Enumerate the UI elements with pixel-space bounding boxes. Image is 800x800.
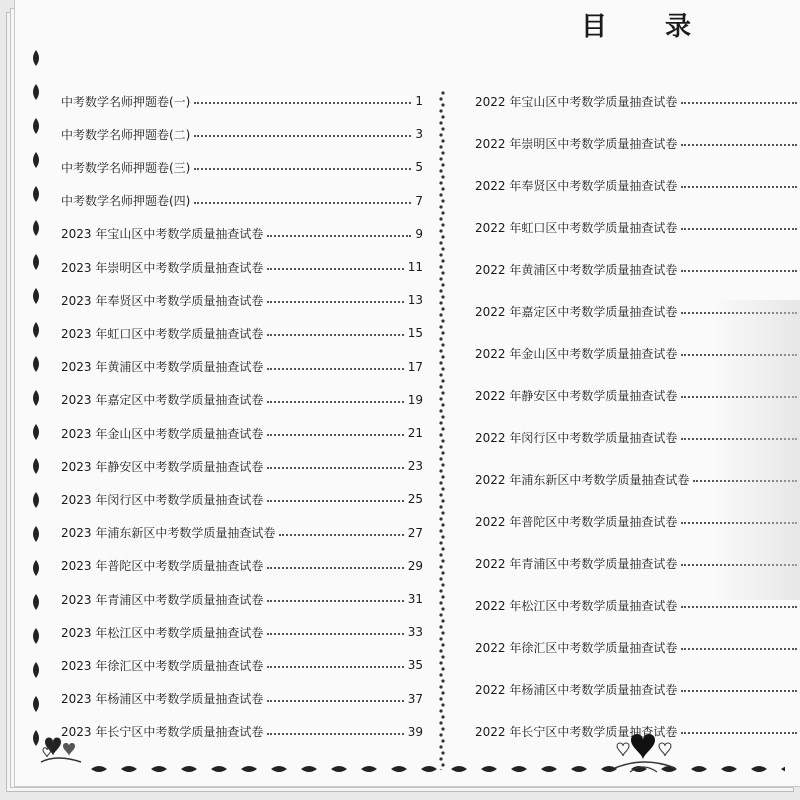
- vine-dot: [439, 181, 442, 184]
- toc-entry-title: 2023 年普陀区中考数学质量抽查试卷: [61, 559, 264, 574]
- vine-dot: [439, 649, 442, 652]
- toc-entry-page: 7: [415, 193, 423, 208]
- vine-dot: [439, 709, 442, 712]
- vine-dot: [441, 367, 444, 370]
- toc-entry-page: 25: [407, 492, 423, 507]
- toc-entry-page: 19: [407, 392, 423, 407]
- toc-entry[interactable]: [61, 691, 423, 707]
- vine-dot: [441, 271, 444, 274]
- leaf-icon: [751, 766, 767, 772]
- leader-dots: [267, 733, 403, 735]
- leaf-icon: [451, 766, 467, 772]
- leaf-icon: [33, 118, 39, 134]
- vine-dot: [439, 157, 442, 160]
- toc-entry[interactable]: [61, 292, 423, 308]
- leader-dots: [267, 467, 403, 469]
- toc-entry[interactable]: [61, 724, 423, 740]
- vine-dot: [439, 217, 442, 220]
- vine-dot: [441, 691, 444, 694]
- toc-entry[interactable]: [475, 219, 800, 235]
- toc-entry[interactable]: [61, 624, 423, 640]
- vine-dot: [441, 751, 444, 754]
- vine-dot: [439, 373, 442, 376]
- leaf-icon: [33, 152, 39, 168]
- vine-dot: [439, 109, 442, 112]
- leaf-border-icon: [29, 40, 43, 760]
- vine-dot: [441, 487, 444, 490]
- toc-entry[interactable]: [61, 458, 423, 474]
- toc-entry[interactable]: [61, 558, 423, 574]
- toc-entry-title: 2023 年长宁区中考数学质量抽查试卷: [61, 725, 264, 740]
- vine-dot: [439, 301, 442, 304]
- vine-dot: [439, 541, 442, 544]
- vine-dot: [439, 565, 442, 568]
- vine-divider-icon: [439, 90, 445, 770]
- vine-dot: [441, 655, 444, 658]
- leaf-icon: [33, 492, 39, 508]
- toc-entry-title: 2023 年奉贤区中考数学质量抽查试卷: [61, 293, 264, 308]
- toc-entry-title: 2022 年普陀区中考数学质量抽查试卷: [475, 514, 678, 529]
- vine-dot: [441, 103, 444, 106]
- toc-entry-page: 31: [407, 592, 423, 606]
- leaf-icon: [691, 766, 707, 772]
- toc-title-char-2: 录: [665, 12, 692, 42]
- leaf-icon: [33, 662, 39, 678]
- leader-dots: [681, 228, 797, 230]
- vine-dot: [441, 199, 444, 202]
- toc-entry[interactable]: [61, 259, 423, 275]
- toc-entry-page: 37: [407, 691, 423, 706]
- toc-entry-page: 27: [407, 525, 423, 540]
- vine-dot: [441, 523, 444, 526]
- vine-dot: [439, 445, 442, 448]
- vine-dot: [439, 469, 442, 472]
- leaf-icon: [33, 322, 39, 338]
- leaf-icon: [781, 766, 785, 772]
- toc-entry[interactable]: [475, 177, 800, 193]
- leader-dots: [267, 600, 403, 602]
- leaf-icon: [721, 766, 737, 772]
- leader-dots: [267, 235, 411, 237]
- vine-dot: [441, 211, 444, 214]
- toc-entry[interactable]: [61, 93, 423, 109]
- vine-dot: [439, 661, 442, 664]
- toc-entry-page: 3: [415, 127, 423, 142]
- vine-dot: [439, 493, 442, 496]
- vine-dot: [439, 289, 442, 292]
- vine-dot: [441, 163, 444, 166]
- vine-dot: [439, 265, 442, 268]
- vine-dot: [439, 637, 442, 640]
- vine-dot: [441, 595, 444, 598]
- vine-dot: [439, 229, 442, 232]
- leader-dots: [267, 666, 403, 668]
- vine-dot: [441, 631, 444, 634]
- toc-entry-page: 13: [407, 293, 423, 308]
- vine-dot: [439, 325, 442, 328]
- vine-dot: [441, 247, 444, 250]
- vine-dot: [441, 151, 444, 154]
- vine-dot: [439, 133, 442, 136]
- toc-entry[interactable]: [475, 93, 800, 109]
- toc-entry-title: 2023 年徐汇区中考数学质量抽查试卷: [61, 658, 264, 673]
- toc-entry-title: 2023 年杨浦区中考数学质量抽查试卷: [61, 692, 264, 707]
- vine-dot: [441, 499, 444, 502]
- toc-entry[interactable]: [61, 525, 423, 541]
- leaf-icon: [271, 766, 287, 772]
- vine-dot: [439, 241, 442, 244]
- toc-entry[interactable]: [475, 681, 800, 697]
- vine-dot: [439, 733, 442, 736]
- vine-dot: [441, 607, 444, 610]
- vine-dot: [439, 481, 442, 484]
- leaf-icon: [33, 390, 39, 406]
- leaf-icon: [33, 560, 39, 576]
- toc-entry-title: 2022 年崇明区中考数学质量抽查试卷: [475, 136, 678, 151]
- leader-dots: [194, 168, 411, 170]
- vine-dot: [439, 589, 442, 592]
- vine-dot: [439, 745, 442, 748]
- leaf-icon: [33, 458, 39, 474]
- leader-dots: [681, 270, 797, 272]
- vine-dot: [439, 277, 442, 280]
- toc-entry-title: 2022 年浦东新区中考数学质量抽查试卷: [475, 472, 690, 487]
- vine-dot: [441, 235, 444, 238]
- leaf-icon: [33, 186, 39, 202]
- toc-entry-title: 2023 年宝山区中考数学质量抽查试卷: [61, 227, 264, 242]
- leader-dots: [681, 144, 797, 146]
- toc-entry-page: 1: [415, 94, 423, 108]
- vine-dot: [441, 355, 444, 358]
- leaf-icon: [481, 766, 497, 772]
- vine-dot: [439, 169, 442, 172]
- toc-entry[interactable]: [61, 359, 423, 375]
- toc-entry-title: 2022 年长宁区中考数学质量抽查试卷: [475, 724, 678, 739]
- leaf-icon: [91, 766, 107, 772]
- leaf-icon: [33, 594, 39, 610]
- toc-entry-page: 39: [407, 724, 423, 739]
- vine-dot: [441, 187, 444, 190]
- leaf-icon: [33, 628, 39, 644]
- vine-dot: [441, 115, 444, 118]
- vine-dot: [439, 97, 442, 100]
- leaf-icon: [511, 766, 527, 772]
- vine-dot: [441, 175, 444, 178]
- leaf-icon: [541, 766, 557, 772]
- leader-dots: [267, 301, 403, 303]
- vine-dot: [441, 475, 444, 478]
- toc-entry-page: 35: [407, 658, 423, 673]
- vine-dot: [439, 505, 442, 508]
- vine-dot: [439, 421, 442, 424]
- vine-dot: [439, 721, 442, 724]
- leaf-icon: [33, 254, 39, 270]
- toc-title-char-1: 目: [581, 12, 608, 42]
- toc-entry[interactable]: [475, 639, 800, 655]
- toc-entry-title: 2022 年金山区中考数学质量抽查试卷: [475, 346, 678, 361]
- toc-entry-page: 21: [407, 426, 423, 440]
- toc-entry-page: 9: [415, 226, 423, 241]
- leaf-icon: [121, 766, 137, 772]
- toc-entry-page: 5: [415, 160, 423, 175]
- vine-dot: [441, 667, 444, 670]
- vine-dot: [439, 337, 442, 340]
- toc-entry-title: 2022 年青浦区中考数学质量抽查试卷: [475, 556, 678, 571]
- vine-dot: [441, 307, 444, 310]
- leader-dots: [194, 135, 411, 137]
- vine-dot: [439, 613, 442, 616]
- vine-dot: [439, 385, 442, 388]
- vine-dot: [441, 127, 444, 130]
- vine-dot: [439, 205, 442, 208]
- toc-entry-title: 2022 年静安区中考数学质量抽查试卷: [475, 388, 678, 403]
- toc-entry-title: 2023 年崇明区中考数学质量抽查试卷: [61, 260, 264, 275]
- vine-dot: [441, 331, 444, 334]
- vine-dot: [441, 715, 444, 718]
- vine-dot: [441, 739, 444, 742]
- toc-entry-title: 2022 年宝山区中考数学质量抽查试卷: [475, 94, 678, 109]
- vine-dot: [441, 547, 444, 550]
- toc-entry-page: 11: [407, 260, 423, 274]
- vine-dot: [439, 397, 442, 400]
- toc-page: [14, 0, 800, 787]
- leader-dots: [267, 334, 403, 336]
- leader-dots: [267, 633, 403, 635]
- vine-dot: [439, 433, 442, 436]
- vine-dot: [439, 121, 442, 124]
- leader-dots: [267, 368, 403, 370]
- leader-dots: [267, 401, 403, 403]
- leaf-icon: [33, 696, 39, 712]
- vine-dot: [441, 643, 444, 646]
- vine-dot: [441, 427, 444, 430]
- leader-dots: [681, 102, 797, 104]
- leader-dots: [267, 700, 403, 702]
- leaf-icon: [151, 766, 167, 772]
- toc-entry[interactable]: [61, 193, 423, 209]
- vine-dot: [441, 679, 444, 682]
- leader-dots: [267, 500, 403, 502]
- leaf-icon: [331, 766, 347, 772]
- vine-dot: [441, 283, 444, 286]
- vine-dot: [441, 439, 444, 442]
- leader-dots: [194, 202, 411, 204]
- toc-entry-title: 2022 年虹口区中考数学质量抽查试卷: [475, 220, 678, 235]
- toc-entry[interactable]: [61, 425, 423, 441]
- vine-dot: [439, 685, 442, 688]
- leaf-icon: [241, 766, 257, 772]
- toc-entry-title: 2022 年嘉定区中考数学质量抽查试卷: [475, 304, 678, 319]
- vine-dot: [441, 139, 444, 142]
- leader-dots: [267, 268, 403, 270]
- vine-dot: [439, 349, 442, 352]
- vine-dot: [439, 553, 442, 556]
- toc-entry[interactable]: [475, 261, 800, 277]
- vine-dot: [439, 145, 442, 148]
- leader-dots: [681, 648, 797, 650]
- vine-dot: [441, 463, 444, 466]
- leader-dots: [279, 534, 403, 536]
- vine-dot: [439, 457, 442, 460]
- vine-dot: [441, 703, 444, 706]
- toc-entry[interactable]: [475, 723, 800, 739]
- leaf-icon: [33, 50, 39, 66]
- vine-dot: [441, 511, 444, 514]
- toc-entry-title: 2022 年闵行区中考数学质量抽查试卷: [475, 430, 678, 445]
- page-shadow: [711, 300, 800, 600]
- vine-dot: [439, 625, 442, 628]
- toc-entry-title: 2022 年杨浦区中考数学质量抽查试卷: [475, 682, 678, 697]
- vine-dot: [441, 727, 444, 730]
- vine-dot: [439, 697, 442, 700]
- vine-dot: [439, 517, 442, 520]
- vine-dot: [439, 601, 442, 604]
- toc-entry-title: 2023 年浦东新区中考数学质量抽查试卷: [61, 526, 276, 541]
- toc-entry[interactable]: [475, 135, 800, 151]
- toc-entry[interactable]: [61, 491, 423, 507]
- toc-entry-title: 中考数学名师押题卷(四): [61, 194, 191, 209]
- leaf-icon: [391, 766, 407, 772]
- leader-dots: [681, 732, 797, 734]
- vine-dot: [439, 409, 442, 412]
- toc-entry-page: 33: [407, 625, 423, 640]
- toc-entry[interactable]: [61, 126, 423, 142]
- vine-dot: [441, 223, 444, 226]
- vine-dot: [439, 529, 442, 532]
- toc-entry-title: 中考数学名师押题卷(二): [61, 127, 191, 142]
- leaf-icon: [301, 766, 317, 772]
- leaf-icon: [33, 526, 39, 542]
- leaf-icon: [181, 766, 197, 772]
- leaf-icon: [361, 766, 377, 772]
- toc-entry[interactable]: [61, 159, 423, 175]
- toc-entry-title: 2022 年徐汇区中考数学质量抽查试卷: [475, 640, 678, 655]
- toc-entry-title: 2022 年黄浦区中考数学质量抽查试卷: [475, 262, 678, 277]
- vine-dot: [439, 673, 442, 676]
- toc-entry-title: 2023 年静安区中考数学质量抽查试卷: [61, 459, 264, 474]
- vine-dot: [441, 259, 444, 262]
- leader-dots: [681, 606, 797, 608]
- leaf-icon: [421, 766, 437, 772]
- leader-dots: [681, 690, 797, 692]
- leaf-icon: [33, 84, 39, 100]
- leader-dots: [194, 102, 411, 104]
- vine-dot: [439, 253, 442, 256]
- vine-dot: [439, 577, 442, 580]
- toc-entry-page: 17: [407, 359, 423, 374]
- toc-entry-title: 2023 年松江区中考数学质量抽查试卷: [61, 625, 264, 640]
- vine-dot: [441, 571, 444, 574]
- vine-dot: [441, 451, 444, 454]
- toc-entry-title: 2022 年奉贤区中考数学质量抽查试卷: [475, 178, 678, 193]
- toc-entry-title: 2023 年金山区中考数学质量抽查试卷: [61, 426, 264, 441]
- vine-dot: [441, 619, 444, 622]
- vine-dot: [441, 403, 444, 406]
- vine-dot: [441, 343, 444, 346]
- vine-dot: [441, 583, 444, 586]
- leaf-icon: [33, 220, 39, 236]
- toc-entry[interactable]: [61, 657, 423, 673]
- vine-dot: [441, 391, 444, 394]
- leader-dots: [267, 434, 403, 436]
- toc-entry[interactable]: [61, 392, 423, 408]
- toc-entry-title: 中考数学名师押题卷(三): [61, 160, 191, 175]
- leaf-icon: [211, 766, 227, 772]
- toc-entry-title: 2023 年黄浦区中考数学质量抽查试卷: [61, 360, 264, 375]
- toc-entry-title: 2023 年闵行区中考数学质量抽查试卷: [61, 492, 264, 507]
- vine-dot: [439, 757, 442, 760]
- leaf-icon: [33, 424, 39, 440]
- toc-entry[interactable]: [61, 591, 423, 607]
- leaf-icon: [33, 288, 39, 304]
- vine-dot: [439, 313, 442, 316]
- leader-dots: [267, 567, 403, 569]
- vine-dot: [439, 361, 442, 364]
- vine-dot: [441, 295, 444, 298]
- vine-dot: [441, 91, 444, 94]
- toc-entry-title: 2023 年青浦区中考数学质量抽查试卷: [61, 592, 264, 607]
- vine-dot: [439, 193, 442, 196]
- toc-entry-page: 15: [407, 326, 423, 341]
- vine-dot: [441, 559, 444, 562]
- toc-entry[interactable]: [61, 226, 423, 242]
- vine-dot: [441, 535, 444, 538]
- toc-entry-title: 中考数学名师押题卷(一): [61, 94, 191, 109]
- toc-entry-page: 23: [407, 459, 423, 474]
- toc-entry[interactable]: [61, 325, 423, 341]
- leader-dots: [681, 186, 797, 188]
- leaf-icon: [571, 766, 587, 772]
- toc-entry-title: 2023 年虹口区中考数学质量抽查试卷: [61, 326, 264, 341]
- leaf-icon: [33, 356, 39, 372]
- toc-entry-title: 2022 年松江区中考数学质量抽查试卷: [475, 598, 678, 613]
- toc-entry-page: 29: [407, 558, 423, 573]
- vine-dot: [441, 379, 444, 382]
- vine-dot: [441, 319, 444, 322]
- toc-entry-title: 2023 年嘉定区中考数学质量抽查试卷: [61, 393, 264, 408]
- vine-dot: [441, 415, 444, 418]
